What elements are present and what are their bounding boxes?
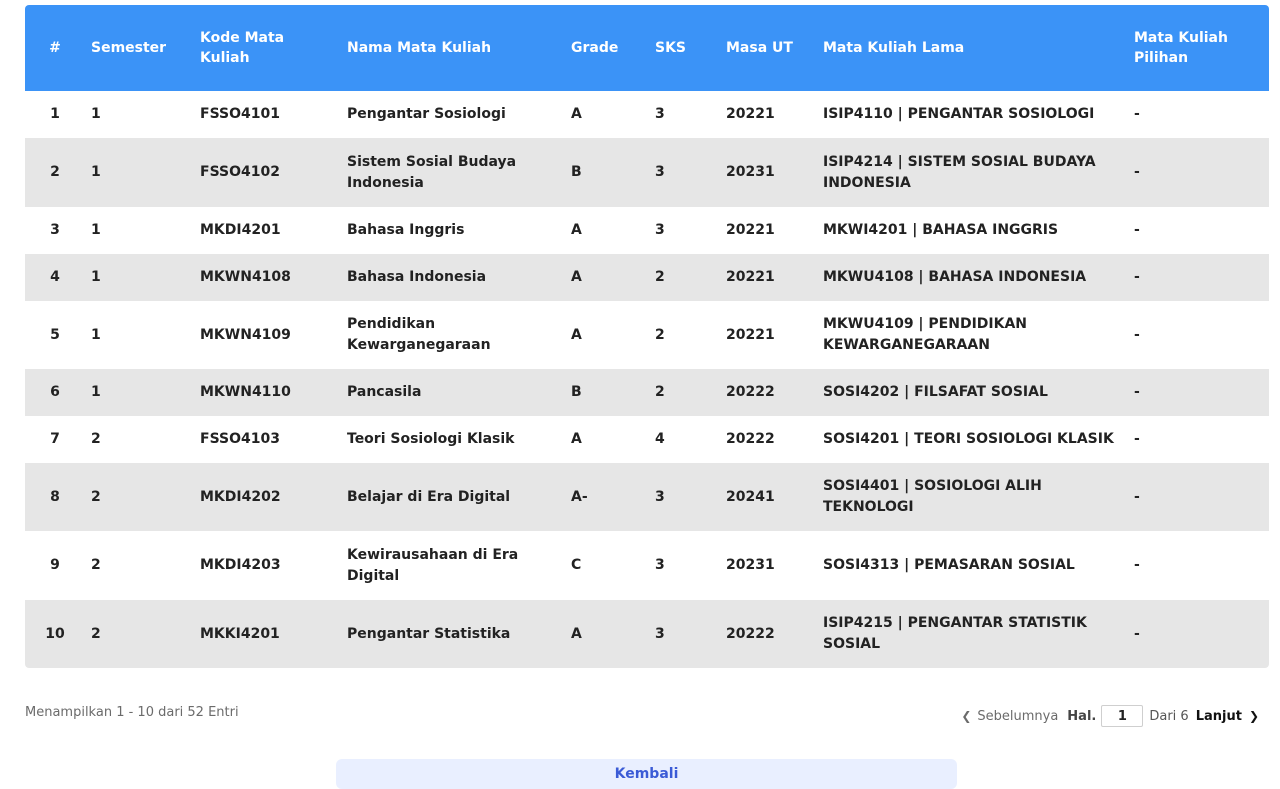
cell-semester: 1 — [91, 269, 101, 285]
cell-elective-course: - — [1134, 488, 1140, 505]
cell-old-course: MKWU4109 | PENDIDIKAN KEWARGANEGARAAN — [823, 316, 1028, 353]
cell-course-code: MKWN4110 — [200, 384, 291, 400]
back-button[interactable]: Kembali — [336, 759, 957, 789]
cell-number: 6 — [50, 384, 60, 400]
cell-elective-course: - — [1134, 164, 1140, 180]
cell-course-code: MKWN4109 — [200, 326, 291, 343]
cell-old-course: MKWI4201 | BAHASA INGGRIS — [823, 222, 1059, 238]
cell-elective-course: - — [1134, 106, 1140, 122]
cell-grade: A — [571, 269, 582, 285]
cell-sks: 3 — [655, 557, 665, 573]
cell-sks: 2 — [655, 384, 665, 400]
cell-sks: 3 — [655, 625, 665, 642]
cell-course-code: MKDI4203 — [200, 557, 281, 573]
cell-semester: 2 — [91, 557, 101, 573]
column-header-grade[interactable]: Grade — [571, 40, 619, 56]
cell-elective-course: - — [1134, 557, 1140, 573]
table-row — [25, 463, 1269, 531]
cell-semester: 1 — [91, 106, 101, 122]
cell-number: 5 — [50, 326, 60, 343]
cell-course-code: MKKI4201 — [200, 625, 280, 642]
cell-masa-ut: 20241 — [726, 488, 775, 505]
cell-old-course: SOSI4401 | SOSIOLOGI ALIH TEKNOLOGI — [823, 478, 1042, 515]
cell-course-code: FSSO4101 — [200, 106, 280, 122]
table-row — [25, 600, 1269, 668]
cell-number: 2 — [50, 164, 60, 180]
cell-masa-ut: 20221 — [726, 106, 775, 122]
total-pages-text: Dari 6 — [1149, 708, 1189, 724]
cell-masa-ut: 20222 — [726, 625, 775, 642]
column-header-course-code[interactable]: Kode Mata Kuliah — [200, 30, 285, 66]
page-label: Hal. — [1067, 708, 1097, 724]
cell-elective-course: - — [1134, 384, 1140, 400]
table-row — [25, 254, 1269, 301]
cell-course-name: Bahasa Inggris — [347, 222, 465, 238]
grades-table-container — [25, 5, 1269, 668]
cell-grade: A — [571, 222, 582, 238]
cell-semester: 1 — [91, 384, 101, 400]
cell-old-course: ISIP4215 | PENGANTAR STATISTIK SOSIAL — [823, 615, 1087, 652]
cell-elective-course: - — [1134, 431, 1140, 447]
cell-old-course: MKWU4108 | BAHASA INDONESIA — [823, 269, 1087, 285]
cell-masa-ut: 20222 — [726, 431, 775, 447]
column-header-old-course[interactable]: Mata Kuliah Lama — [823, 40, 965, 56]
cell-masa-ut: 20221 — [726, 269, 775, 285]
cell-sks: 2 — [655, 269, 665, 285]
cell-semester: 2 — [91, 625, 101, 642]
table-header-row — [25, 5, 1269, 91]
table-row — [25, 91, 1269, 138]
cell-grade: B — [571, 164, 582, 180]
cell-sks: 3 — [655, 222, 665, 238]
cell-semester: 2 — [91, 431, 101, 447]
cell-elective-course: - — [1134, 326, 1140, 343]
cell-course-name: Pendidikan Kewarganegaraan — [347, 316, 491, 353]
chevron-left-icon: ❮ — [961, 709, 972, 723]
prev-page-button[interactable] — [961, 709, 1058, 724]
column-header-sks[interactable]: SKS — [655, 40, 687, 56]
table-row — [25, 301, 1269, 369]
column-header-semester[interactable]: Semester — [91, 40, 167, 56]
cell-course-code: MKDI4202 — [200, 488, 281, 505]
column-header-masa-ut[interactable]: Masa UT — [726, 40, 793, 56]
grades-table — [25, 5, 1269, 668]
cell-sks: 3 — [655, 488, 665, 505]
cell-elective-course: - — [1134, 269, 1140, 285]
cell-grade: A — [571, 625, 582, 642]
cell-course-name: Teori Sosiologi Klasik — [347, 431, 515, 447]
cell-course-code: MKDI4201 — [200, 222, 281, 238]
cell-old-course: SOSI4202 | FILSAFAT SOSIAL — [823, 384, 1048, 400]
cell-number: 8 — [50, 488, 60, 505]
cell-masa-ut: 20231 — [726, 557, 775, 573]
cell-old-course: ISIP4214 | SISTEM SOSIAL BUDAYA INDONESIA — [823, 153, 1096, 191]
cell-course-code: FSSO4103 — [200, 431, 280, 447]
cell-masa-ut: 20222 — [726, 384, 775, 400]
cell-number: 4 — [50, 269, 60, 285]
cell-course-name: Pengantar Sosiologi — [347, 106, 506, 122]
cell-grade: A- — [571, 488, 588, 505]
pagination — [961, 705, 1259, 727]
cell-old-course: SOSI4313 | PEMASARAN SOSIAL — [823, 557, 1075, 573]
cell-number: 10 — [45, 625, 65, 642]
cell-grade: A — [571, 106, 582, 122]
cell-number: 9 — [50, 557, 60, 573]
column-header-number[interactable]: # — [49, 40, 61, 56]
chevron-right-icon: ❯ — [1248, 709, 1259, 723]
cell-old-course: ISIP4110 | PENGANTAR SOSIOLOGI — [823, 106, 1095, 122]
column-header-elective-course[interactable]: Mata Kuliah Pilihan — [1134, 30, 1228, 66]
cell-course-code: MKWN4108 — [200, 269, 291, 285]
cell-course-name: Pancasila — [347, 384, 422, 400]
cell-sks: 3 — [655, 106, 665, 122]
cell-semester: 2 — [91, 488, 101, 505]
cell-course-name: Belajar di Era Digital — [347, 488, 511, 505]
cell-sks: 3 — [655, 164, 665, 180]
next-page-label: Lanjut — [1195, 708, 1242, 724]
cell-course-name: Bahasa Indonesia — [347, 269, 487, 285]
prev-page-label: Sebelumnya — [977, 708, 1059, 724]
cell-old-course: SOSI4201 | TEORI SOSIOLOGI KLASIK — [823, 431, 1114, 447]
cell-grade: B — [571, 384, 582, 400]
cell-grade: C — [571, 557, 582, 573]
cell-elective-course: - — [1134, 222, 1140, 238]
cell-number: 7 — [50, 431, 60, 447]
cell-number: 1 — [50, 106, 60, 122]
cell-number: 3 — [50, 222, 60, 238]
cell-course-name: Sistem Sosial Budaya Indonesia — [347, 153, 517, 191]
table-footer — [25, 705, 1269, 727]
cell-elective-course: - — [1134, 625, 1140, 642]
table-row — [25, 207, 1269, 254]
cell-sks: 2 — [655, 326, 665, 343]
cell-sks: 4 — [655, 431, 665, 447]
cell-grade: A — [571, 326, 582, 343]
table-row — [25, 369, 1269, 416]
cell-semester: 1 — [91, 164, 101, 180]
next-page-button[interactable] — [1196, 709, 1259, 724]
column-header-course-name[interactable]: Nama Mata Kuliah — [347, 40, 492, 56]
table-row — [25, 416, 1269, 463]
page-number-input[interactable] — [1101, 705, 1143, 727]
cell-grade: A — [571, 431, 582, 447]
table-row — [25, 531, 1269, 600]
cell-semester: 1 — [91, 222, 101, 238]
cell-masa-ut: 20231 — [726, 164, 775, 180]
cell-course-name: Kewirausahaan di Era Digital — [347, 546, 519, 584]
cell-semester: 1 — [91, 326, 101, 343]
cell-course-code: FSSO4102 — [200, 164, 280, 180]
cell-masa-ut: 20221 — [726, 326, 775, 343]
entries-count-text: Menampilkan 1 - 10 dari 52 Entri — [25, 705, 239, 720]
table-row — [25, 138, 1269, 207]
cell-masa-ut: 20221 — [726, 222, 775, 238]
cell-course-name: Pengantar Statistika — [347, 625, 511, 642]
